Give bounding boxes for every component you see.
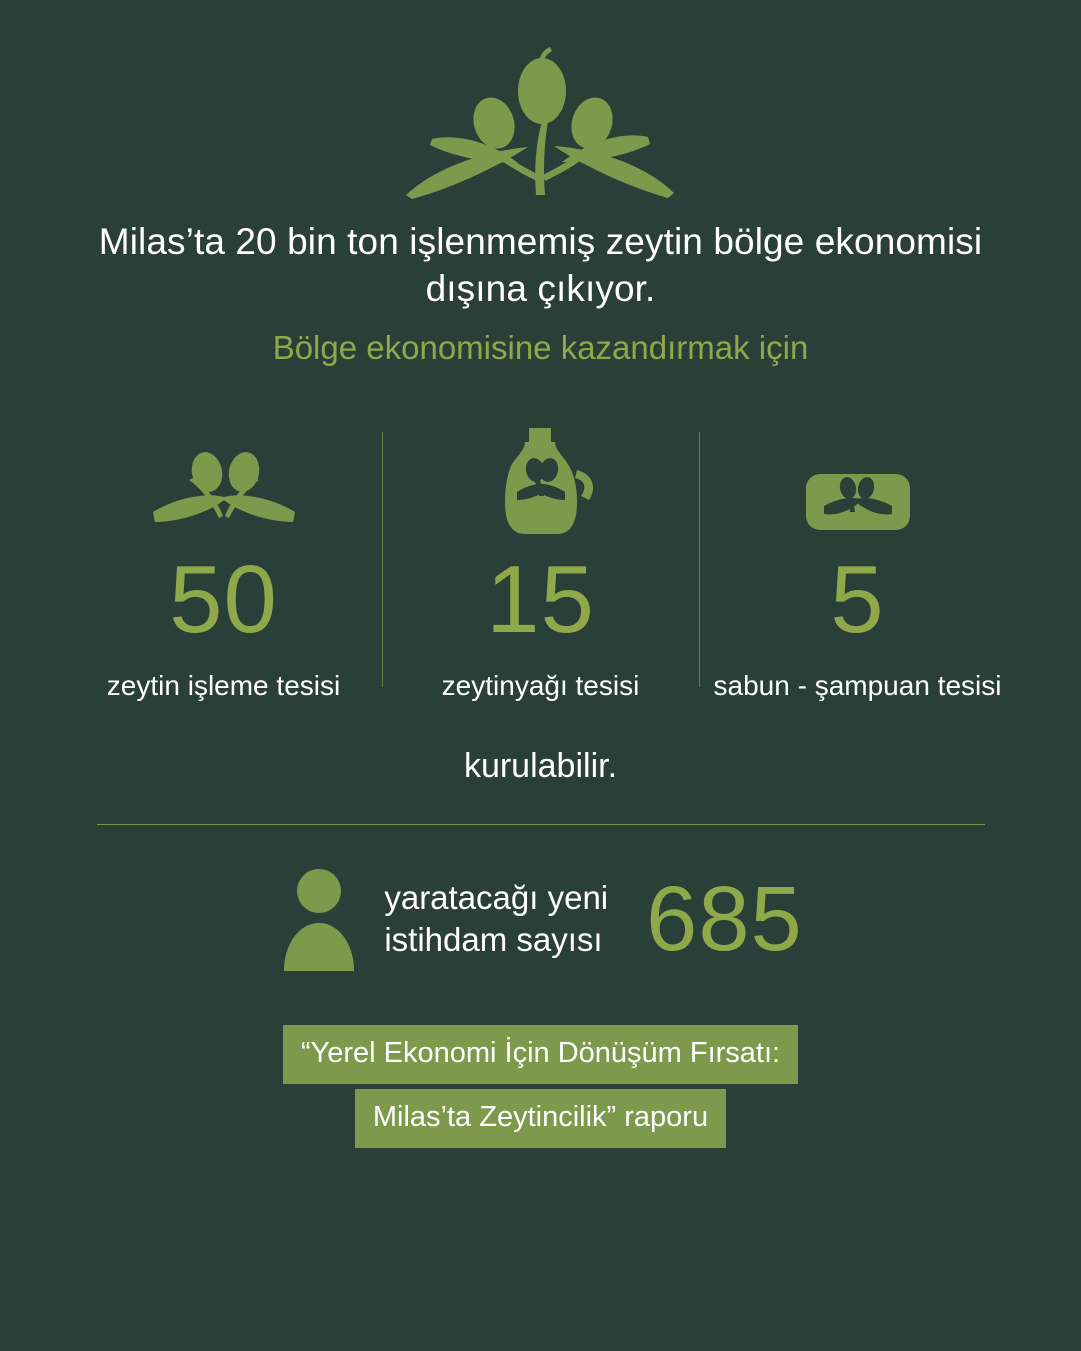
employment-label-line2: istihdam sayısı <box>384 921 603 959</box>
stat-value: 50 <box>169 545 278 653</box>
report-title-line2: Milas’ta Zeytincilik” raporu <box>355 1089 726 1148</box>
stat-label: zeytin işleme tesisi <box>106 669 341 701</box>
closing-text: kurulabilir. <box>463 747 618 786</box>
stats-row <box>66 426 1016 706</box>
olive-oil-bottle-icon <box>481 426 601 538</box>
employment-label-line1: yaratacağı yeni <box>384 879 609 917</box>
section-divider <box>97 824 985 825</box>
report-title-line1: “Yerel Ekonomi İçin Dönüşüm Fırsatı: <box>283 1025 798 1084</box>
employment-value: 685 <box>646 868 803 971</box>
subheadline: Bölge ekonomisine kazandırmak için <box>272 328 809 366</box>
employment-label <box>384 877 608 961</box>
stat-olive-processing <box>66 426 382 706</box>
stat-label: zeytinyağı tesisi <box>441 669 640 701</box>
stat-value: 15 <box>486 545 595 653</box>
olive-leaves-icon <box>149 426 299 538</box>
headline: Milas’ta 20 bin ton işlenmemiş zeytin bölge ekonomisi dışına çıkıyor. <box>98 221 983 310</box>
olive-branch-icon <box>396 47 686 207</box>
olive-branch-logo <box>391 42 691 212</box>
stat-label: sabun - şampuan tesisi <box>713 669 1002 701</box>
report-banner <box>283 1025 798 1153</box>
soap-bar-olive-icon <box>802 426 914 538</box>
employment-row <box>278 865 802 973</box>
stat-olive-oil <box>383 426 699 706</box>
stat-value: 5 <box>830 545 885 653</box>
stat-soap-shampoo <box>700 426 1016 706</box>
person-icon <box>278 865 360 973</box>
